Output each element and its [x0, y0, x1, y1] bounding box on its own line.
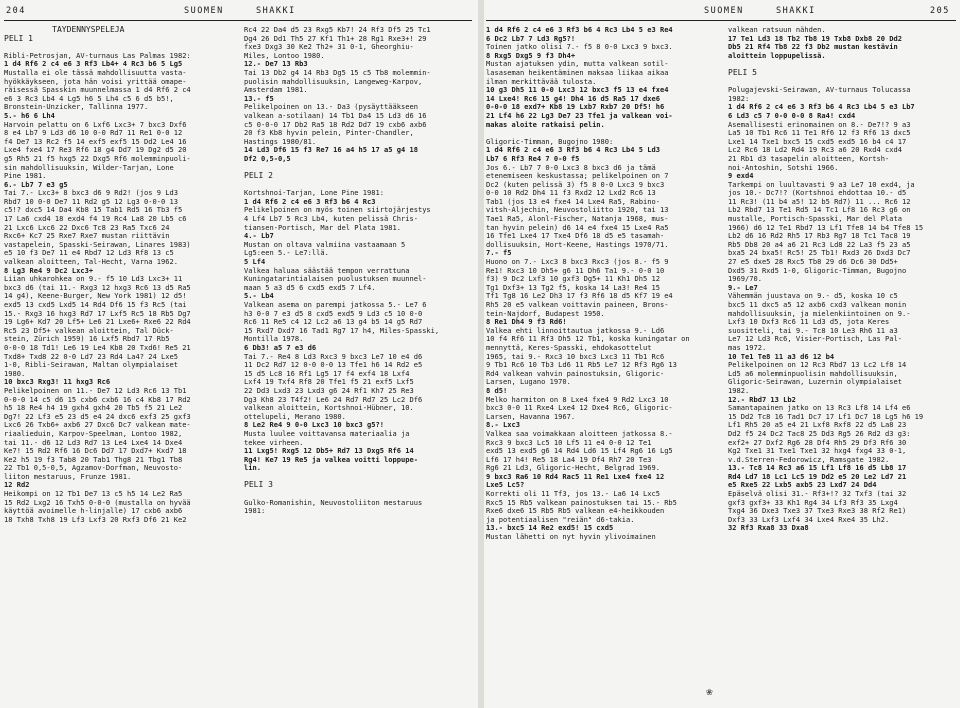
text-line: makas aloite ratkaisi pelin.: [486, 119, 605, 129]
text-line: Dg4 26 Dd1 Th5 27 Kf1 Th1+ 28 Rg1 Rxe3+! 29: [244, 33, 427, 43]
text-line: 13.- f5: [244, 93, 274, 103]
text-line: 4 Lf4 Lb7 5 Rc3 Lb4, kuten pelissä Chris-: [244, 214, 418, 224]
text-line: h3 0-0 7 e3 d5 8 cxd5 exd5 9 Ld3 c5 10 0-0: [244, 308, 423, 318]
text-line: 6 Ld3 c5 7 0-0 0-0 8 Ra4! cxd4: [728, 110, 856, 120]
text-line: ilman merkittävää tulosta.: [486, 76, 597, 86]
text-line: Rxc5 15 Rb5 valkean painostuksen tai 15.- Rb5: [486, 497, 677, 507]
text-line: Rd4 Ld7 18 Lc1 Lc5 19 Dd2 e5 20 Le2 Ld7 21: [728, 471, 907, 481]
text-line: Rxc6+ Kc7 25 Rxe7 Rxe7 mustan riittävin: [4, 231, 170, 241]
text-line: Rg6 21 Ld3, Gligoric-Hecht, Belgrad 1969.: [486, 463, 660, 473]
text-line: PELI 2: [244, 171, 273, 181]
text-line: Korrekti oli 11 Tf3, jos 13.- La6 14 Lxc5: [486, 489, 660, 499]
text-line: 11 Lxg5! Rxg5 12 Db5+ Rd7 13 Dxg5 Rf6 14: [244, 446, 414, 456]
text-line: 1966) d6 12 Te1 Rbd7 13 Lf1 Tfe8 14 b4 Tfe8 15: [728, 222, 924, 232]
text-line: Tai 13 Db2 g4 14 Rb3 Dg5 15 c5 Tb8 molemmin-: [244, 67, 431, 77]
text-line: maan 5 a3 d5 6 cxd5 exd5 7 Lf4.: [244, 282, 376, 292]
text-line: 15 Rxd7 Dxd7 16 Tad1 Rg7 17 h4, Miles-Spasski,: [244, 325, 440, 335]
text-line: 0-0-0 18 exd7+ Kb8 19 Lxb7 Rxb7 20 Df5! h6: [486, 102, 665, 112]
text-line: ja potentiaalisen "reiän" d6-takia.: [486, 514, 635, 524]
text-line: Miles, Lontoo 1980.: [244, 50, 325, 60]
text-line: 1 d4 Rf6 2 c4 e6 3 Rf3 b6 4 Rc3: [244, 196, 376, 206]
text-column-3: [486, 26, 716, 706]
text-line: 17 Te1 Ld3 18 Tb2 Tb8 19 Txb8 Dxb8 20 Dd2: [728, 33, 902, 43]
text-line: 0-0 10 Rd2 Dh4 11 f3 Rxd2 12 Lxd2 Rc6 13: [486, 188, 656, 198]
text-line: 19 Lg6+ Kd7 20 Lf5+ Le6 21 Lxe6+ Rxe6 22 Rd4: [4, 317, 191, 327]
text-column-1: [4, 26, 232, 706]
text-line: exd5 13 exd5 g6 14 Rd4 Ld6 15 Lf4 Rg6 16 Lg5: [486, 446, 673, 456]
text-line: PELI 5: [728, 67, 757, 77]
text-line: Valkean asema on parempi jatkossa 5.- Le7 6: [244, 300, 427, 309]
text-line: 15 Rd2 Lxg2 16 Txh5 0-0-0 (mustalla on hyvää: [4, 497, 191, 507]
text-line: c5 0-0-0 17 Db2 Ra5 18 Rd2 Dd7 19 cxb6 axb6: [244, 119, 427, 129]
text-line: 8 Re1 Dh4 9 f3 Rd6!: [486, 317, 567, 327]
text-line: Lxe4 fxe4 17 Re3 Rf6 18 g4 Dd7 19 Dg2 d5 20: [4, 145, 187, 155]
text-line: Gligoric-Seirawan, Luzernin olympialaiset: [728, 377, 902, 387]
text-line: Lf6 17 h4! Re5 18 La4 19 Df4 Rh7 20 Te3: [486, 454, 652, 464]
text-line: Lxf4 19 Txf4 Rf8 20 Tfe1 f5 21 exf5 Lxf5: [244, 377, 414, 387]
text-line: Asemallisesti erinomainen on 8.- De7!? 9 a3: [728, 119, 911, 129]
text-line: ottelupeli, Merano 1980.: [244, 411, 346, 421]
text-line: Tarkempi on luultavasti 9 a3 Le7 10 exd4, ja: [728, 179, 915, 189]
text-line: 1982.: [728, 385, 750, 395]
text-column-2: [244, 26, 474, 706]
text-line: Lg5:een 5.- Le7:llä.: [244, 248, 329, 258]
text-line: tai 11.- d6 12 Ld3 Rd7 13 Le4 Lxe4 14 Dxe4: [4, 437, 183, 447]
text-line: Tg1 Dxf3+ 13 Tg2 f5, koska 14 La3! Re4 15: [486, 282, 660, 292]
text-line: Dxf3 33 Lxf3 Lxf4 34 Lxe4 Rxe4 35 Lh2.: [728, 514, 890, 524]
text-line: Valkea haluaa säästää tempon verrattuna: [244, 265, 410, 275]
text-line: TÄYDENNYSPELEJÄ: [4, 26, 125, 34]
text-line: Bronstein-Unzicker, Tallinna 1977.: [4, 102, 149, 112]
text-line: 5 Lf4: [244, 257, 266, 267]
text-line: bxc3 d6 (tai 11.- Rxg3 12 hxg3 Rc6 13 d5 Ra5: [4, 282, 191, 292]
text-line: gxf3 gxf3+ 33 Kh1 Rg4 34 Lf3 Rf3 35 Lxg4: [728, 497, 898, 507]
text-line: Rxc3 9 bxc3 Lc5 10 Lf5 11 e4 0-0 12 Te1: [486, 437, 652, 447]
text-line: etenemiseen keskustassa; pelikelpoinen on 7: [486, 171, 669, 181]
text-line: 10 bxc3 Rxg3! 11 hxg3 Rc6: [4, 377, 111, 387]
text-line: 1980.: [4, 368, 26, 378]
right-page: [484, 0, 960, 708]
text-line: [244, 473, 474, 482]
text-line: 0-0-0 18 Td1! Le6 19 Le4 Kb8 20 Txd6! Re5 21: [4, 342, 191, 352]
text-line: 20 f3 Kb8 hyvin pelein, Pinter-Chandler,: [244, 128, 414, 138]
text-line: räisessä Spasskin muunnelmassa 1 d4 Rf6 2 c4: [4, 85, 191, 95]
text-line: exd5 13 cxd5 Lxd5 14 Rd4 Df6 15 f3 Rc5 (tai: [4, 300, 187, 309]
text-line: dollisuuksin, Hort-Keene, Hastings 1970/71.: [486, 239, 669, 249]
text-line: 5.- h6 6 Lh4: [4, 110, 55, 120]
text-line: 21 Rb1 d3 tasapelin aloitteen, Kortsh-: [728, 153, 890, 163]
text-line: Tae1 Ra5, Alonl-Fischer, Natanja 1968, mus-: [486, 214, 669, 224]
text-line: PELI 3: [244, 480, 273, 490]
text-line: tein-Najdorf, Budapest 1950.: [486, 308, 605, 318]
text-line: Dxd5 31 Rxd5 1-0, Gligoric-Timman, Bugojno: [728, 265, 907, 275]
text-line: f4 De7 13 Rc2 f5 14 exf5 exf5 15 Dd2 Le4 16: [4, 136, 187, 146]
text-line: bxc3 0-0 11 Rxe4 Lxe4 12 Dxe4 Rc6, Gligoric-: [486, 403, 673, 413]
text-line: Lxe1 14 Txe1 bxc5 15 cxd5 exd5 16 b4 c4 17: [728, 136, 907, 146]
text-line: 32 Rf3 Rxa8 33 Dxa8: [728, 523, 809, 533]
text-line: exf2+ 27 Dxf2 Rg6 28 Df4 Rh5 29 Df3 Rf6 30: [728, 437, 907, 447]
running-head-title-2: SHAKKI: [256, 6, 296, 16]
text-column-4: [728, 26, 958, 706]
text-line: Liian uhkarohkea on 9.- f5 10 Ld3 Lxc3+ 11: [4, 274, 183, 284]
text-line: Mustan lähetti on nyt hyvin ylivoimainen: [486, 532, 656, 542]
text-line: Pelikelpoinen on 12 Rc3 Rbd7 13 Lc2 Lf8 14: [728, 360, 907, 370]
text-line: aloittein loppupelissä.: [728, 50, 826, 60]
text-line: Lb7 6 Rf3 Re4 7 0-0 f5: [486, 153, 580, 163]
text-line: Tf1 Tg8 16 Le2 Dh3 17 f3 Rf6 18 d5 Kf7 19 e4: [486, 291, 673, 301]
text-line: 21 Lxc6 Lxc6 22 Dxc6 Tc8 23 Ra5 Txc6 24: [4, 222, 170, 232]
text-line: 21 Lf4 h6 22 Lg3 De7 23 Tfe1 ja valkean voi-: [486, 110, 673, 120]
text-line: Le7 12 Ld3 Rc6, Visier-Portisch, Las Pal-: [728, 334, 902, 344]
text-line: 4.- Lb7: [244, 231, 274, 241]
text-line: 17 La6 cxd4 18 exd4 f4 19 Rc4 La8 20 Lb5 c6: [4, 214, 187, 224]
text-line: Rc6 11 Re5 c4 12 Lc2 a6 13 g4 b5 14 g5 Rd7: [244, 317, 423, 327]
text-line: Rg4! Ke7 19 Re5 ja valkea voitti loppupe-: [244, 454, 418, 464]
text-line: 9.- Le7: [728, 282, 758, 292]
text-line: Db5 21 Rf4 Tb8 22 f3 Db2 mustan kestävin: [728, 42, 898, 52]
text-line: lasaseman heikentäminen maksaa liikaa aikaa: [486, 67, 669, 77]
text-line: Mustan ajatuksen ydin, mutta valkean sotil-: [486, 59, 669, 69]
text-line: Txd8+ Txd8 22 0-0 Ld7 23 Rd4 La4? 24 Lxe5: [4, 351, 178, 361]
text-line: 1 d4 Rf6 2 c4 e6 3 Rf3 Lb4+ 4 Rc3 b6 5 Lg5: [4, 59, 183, 69]
text-line: La5 10 Tb1 Rc6 11 Te1 Rf6 12 f3 Rf6 13 dxc5: [728, 128, 911, 138]
text-line: 9 exd4: [728, 171, 754, 181]
text-line: [728, 60, 958, 69]
text-line: tiansen-Portisch, Mar del Plata 1981.: [244, 222, 401, 232]
text-line: 1981:: [244, 506, 266, 516]
running-head-title-3: SUOMEN: [704, 6, 744, 16]
text-line: 27 e5 dxe5 28 Rxc5 Tb8 29 d6 Dc6 30 Dd5+: [728, 257, 898, 267]
text-line: vitsh-Aljechin, Neuvostoliitto 1920, tai 13: [486, 205, 669, 215]
running-head-left-page: [0, 6, 478, 20]
text-line: Larsen, Lugano 1970.: [486, 377, 571, 387]
text-line: 1-0, Ribli-Seirawan, Maltan olympialaiset: [4, 360, 178, 370]
text-line: 9 Tb1 Rc6 10 Tb3 Ld6 11 Rb5 Le7 12 Rf3 Rg6 13: [486, 360, 677, 370]
text-line: Larsen, Havanna 1967.: [486, 411, 576, 421]
text-line: Valkea saa voimakkaan aloitteen jatkossa 8.-: [486, 428, 673, 438]
text-line: puolisin mahdollisuuksin, Langeweg-Karpov,: [244, 76, 423, 86]
text-line: Dc2 (kuten pelissä 3) f5 8 0-0 Lxc3 9 bxc3: [486, 179, 665, 189]
text-line: Lb2 Rbd7 13 Te1 Rd5 14 Tc1 Lf8 16 Rc3 g6 on: [728, 205, 911, 215]
text-line: tan hyvin pelein) d6 14 e4 fxe4 15 Lxe4 Ra5: [486, 222, 669, 232]
text-line: fxe3 Dxg3 30 Ke2 Th2+ 31 0-1, Gheorghiu-: [244, 42, 414, 52]
text-line: Musta luulee voittavansa materiaalia ja: [244, 428, 410, 438]
text-line: mennyttä, Keres-Spasski, ehdokasottelut: [486, 342, 652, 352]
text-line: tekee virheen.: [244, 437, 304, 447]
text-line: Gligoric-Timman, Bugojno 1980:: [486, 136, 614, 146]
text-line: e6 3 Rc3 Lb4 4 Lg5 h6 5 Lh4 c5 6 d5 b5!,: [4, 93, 174, 103]
text-line: 18 Txh8 Txh8 19 Lf3 Lxf3 20 Rxf3 Df6 21 Ke2: [4, 514, 187, 524]
text-line: Heikompi on 12 Tb1 De7 13 c5 h5 14 Le2 Ra5: [4, 489, 183, 499]
text-line: Re1! Rxc3 10 Dh5+ g6 11 Dh6 Ta1 9.- 0-0 10: [486, 265, 665, 275]
text-line: 8 e4 Lb7 9 Ld3 d6 10 0-0 Rd7 11 Re1 0-0 12: [4, 128, 183, 138]
header-rule-right: [486, 20, 956, 21]
text-line: 6 Db3! a5 7 e3 d6: [244, 342, 317, 352]
text-line: Melko harmiton on 8 Lxe4 fxe4 9 Rd2 Lxc3 10: [486, 394, 669, 404]
text-line: 6 Dc2 Lb7 7 Ld3 Rg5?!: [486, 33, 576, 43]
text-line: 22 Dd3 Lxd3 23 Lxd3 g6 24 Rf1 Kh7 25 Re3: [244, 385, 414, 395]
text-line: Rbd7 10 0-0 De7 11 Rd2 g5 12 Lg3 0-0-0 13: [4, 196, 178, 206]
text-line: 12.- Rbd7 13 Lb2: [728, 394, 796, 404]
ornament-icon: ❀: [706, 685, 713, 698]
text-line: Rb5 Db8 20 a4 a6 21 Rc3 Ld8 22 La3 f5 23 a5: [728, 239, 911, 249]
text-line: mas 1972.: [728, 342, 767, 352]
text-line: 8 Le2 Re4 9 0-0 Lxc3 10 bxc3 g5?!: [244, 420, 385, 430]
text-line: Pelikelpoinen on myös toinen siirtojärjestys: [244, 205, 431, 215]
text-line: Pine 1981.: [4, 171, 47, 181]
text-line: Tai 7.- Lxc3+ 8 bxc3 d6 9 Rd2! (jos 9 Ld3: [4, 188, 178, 198]
text-line: Toinen jatko olisi 7.- f5 8 0-0 Lxc3 9 bxc3.: [486, 42, 673, 52]
text-line: Dd2 f5 24 Dc2 Tac8 25 Dd3 Rg5 26 Rd2 d3 g3:: [728, 428, 911, 438]
text-line: [244, 164, 474, 173]
text-line: 14 Lxe4! Rc6 15 g4! Dh4 16 d5 Ra5 17 dxe6: [486, 93, 660, 103]
text-line: Kortshnoi-Tarjan, Lone Pine 1981:: [244, 188, 385, 198]
text-line: 22 Tb1 0,5-0,5, Agzamov-Dorfman, Neuvosto-: [4, 463, 183, 473]
text-line: bxc5 11 dxc5 a5 12 axb6 cxd3 valkean monin: [728, 300, 907, 309]
text-line: Ke7! 15 Rd2 Rf6 16 Dc6 Dd7 17 Dxd7+ Kxd7 18: [4, 446, 187, 456]
text-line: 1 d4 Rf6 2 c4 e6 3 Rf3 b6 4 Rc3 Lb4 5 Ld3: [486, 145, 660, 155]
text-line: 8 Rxg5 Dxg5 9 f3 Dh4+: [486, 50, 576, 60]
text-line: Samantapainen jatko on 13 Rc3 Lf8 14 Lf4 e6: [728, 403, 911, 413]
text-line: 14 g4), Keene-Burger, New York 1981) 12 d5!: [4, 291, 187, 301]
text-line: Lc2 Rc6 18 Ld2 Rd4 19 Rc3 a6 20 Rxd4 cxd4: [728, 145, 902, 155]
text-line: g5 Rh5 21 f5 hxg5 22 Dxg5 Rf6 molemminpuoli-: [4, 153, 191, 163]
running-head-title-1: SUOMEN: [184, 6, 224, 16]
text-line: 12.- De7 13 Rb3: [244, 59, 308, 69]
header-rule-left: [4, 20, 472, 21]
text-line: valkean aloittein, Kortshnoi-Hübner, 10.: [244, 403, 414, 413]
text-line: Montilla 1978.: [244, 334, 304, 344]
running-head-title-4: SHAKKI: [776, 6, 816, 16]
running-head-right-page: [484, 6, 960, 20]
text-line: jos 10.- Dc7!? (Kortshnoi ehdottaa 10.- d5: [728, 188, 907, 198]
text-line: Txg4 36 Dxe3 Txe3 37 Txe3 Rxe3 38 Rf2 Re1): [728, 506, 907, 516]
text-line: stein, Zürich 1959) 16 Lxf5 Rbd7 17 Rb5: [4, 334, 170, 344]
text-line: 0-0-0 14 c5 d6 15 cxb6 cxb6 16 c4 Kb8 17 Rd2: [4, 394, 191, 404]
text-line: sin mahdollisuuksin, Wilder-Tarjan, Lone: [4, 162, 174, 172]
text-line: vastapelein, Spasski-Seirawan, Linares 1983): [4, 239, 191, 249]
text-line: 12 Rd2: [4, 480, 30, 490]
text-line: 8 Lg3 Re4 9 Dc2 Lxc3+: [4, 265, 94, 275]
text-line: 14 Ld3 Df6 15 f3 Re7 16 a4 h5 17 a5 g4 18: [244, 145, 418, 155]
text-line: Mustan on oltava valmiina vastaamaan 5: [244, 239, 406, 249]
text-line: Pelikelpoinen on 13.- Da3 (pysäyttääkseen: [244, 102, 418, 112]
text-line: Lb2 d6 16 Rd2 Rh5 17 Rb3 Rg7 18 Tc1 Tac8 19: [728, 231, 911, 241]
text-line: 1969/70.: [728, 274, 762, 284]
text-line: 8.- Lxc3: [486, 420, 520, 430]
page-number-left: 204: [6, 6, 26, 16]
text-line: 8 d5!: [486, 385, 508, 395]
text-line: valkean a-sotilaan) 14 Tb1 Da4 15 Ld3 d6 16: [244, 110, 427, 120]
text-line: Rc4 22 Da4 d5 23 Rxg5 Kb7! 24 Rf3 Df5 25 Tc1: [244, 26, 431, 34]
text-line: e5 10 f3 De7 11 e4 Rbd7 12 Ld3 Rf8 13 c5: [4, 248, 174, 258]
text-line: 1 d4 Rf6 2 c4 e6 3 Rf3 b6 4 Rc3 Lb4 5 e3 Re4: [486, 26, 673, 34]
text-line: 15 d5 Lc8 16 Rf1 Lg5 17 f4 exf4 18 Lxf4: [244, 368, 410, 378]
text-line: 10 f4 Rf6 11 Rf3 Dh5 12 Tb1, koska kuningatar on: [486, 334, 690, 344]
text-line: Gulko-Romanishin, Neuvostoliiton mestaruus: [244, 497, 423, 507]
text-line: Ribli-Petrosjan, AV-turnaus Las Palmas 1982:: [4, 50, 191, 60]
text-line: Amsterdam 1981.: [244, 85, 308, 95]
text-line: f3) 9 Dc2 Lxf3 10 gxf3 Dg5+ 11 Kh1 Dh5 12: [486, 274, 660, 284]
text-line: 1965, tai 9.- Rxc3 10 bxc3 Lxc3 11 Tb1 Rc6: [486, 351, 665, 361]
text-line: mahdollisuuksin, ja mielenkiintoinen on 9.-: [728, 308, 911, 318]
text-line: Polugajevski-Seirawan, AV-turnaus Tolucassa: [728, 85, 911, 95]
text-line: 11 Dc2 Rd7 12 0-0 0-0 13 Tfe1 h6 14 Rd2 e5: [244, 360, 423, 370]
text-line: bxa5 24 bxa5! Rc5! 25 Tb1! Rxd3 26 Dxd3 Dc7: [728, 248, 911, 258]
text-line: Harvoin pelattu on 6 Lxf6 Lxc3+ 7 bxc3 Dxf6: [4, 119, 187, 129]
text-line: mustalle, Portisch-Spasski, Mar del Plata: [728, 214, 902, 224]
text-line: 16 Tfe1 Lxe4 17 Txe4 Df6 18 d5 e5 tasamah-: [486, 231, 665, 241]
text-line: Vähemmän juustava on 9.- d5, koska 10 c5: [728, 291, 898, 301]
text-line: Tab1 (jos 13 e4 fxe4 14 Lxe4 Ra5, Rabino-: [486, 196, 660, 206]
text-line: Rc5 23 Df5+ valkean aloittein, Tal Dück-: [4, 325, 174, 335]
text-line: 9 bxc3 Ra6 10 Rd4 Rac5 11 Re1 Lxe4 fxe4 12: [486, 471, 665, 481]
text-line: Tai 7.- Re4 8 Ld3 Rxc3 9 bxc3 Le7 10 e4 d6: [244, 351, 423, 361]
text-line: liiton mestaruus, Frunze 1981.: [4, 471, 132, 481]
text-line: 15 Dd2 Tc8 16 Tad1 Dc7 17 Lf1 Dc7 18 Lg5 h6 19: [728, 411, 924, 421]
text-line: Df2 0,5-0,5: [244, 153, 291, 163]
text-line: Valkea ehti linnoittautua jatkossa 9.- Ld6: [486, 325, 665, 335]
text-line: Rh5 20 e5 valkean voittavin paineen, Brons-: [486, 300, 669, 309]
text-line: suositteli, tai 9.- Tc8 10 Le3 Rh6 11 a3: [728, 325, 898, 335]
text-line: e5 Rxe5 22 Lxb5 axb5 23 Lxd7 24 Dd4: [728, 480, 877, 490]
text-line: Dg7! 22 Lf3 e5 23 d5 e4 24 dxc6 exf3 25 gxf3: [4, 411, 191, 421]
text-line: lin.: [244, 463, 261, 473]
text-line: v.d.Sterren-Fedorowicz, Ramsgate 1982.: [728, 454, 890, 464]
text-line: Epäselvä olisi 31.- Rf3+!? 32 Txf3 (tai 32: [728, 489, 907, 499]
page-number-right: 205: [930, 6, 950, 16]
text-line: 10 g3 Dh5 11 0-0 Lxc3 12 bxc3 f5 13 e4 fxe4: [486, 85, 669, 95]
text-line: Rxe6 dxe6 15 Rb5 Rb5 valkean e4-heikkouden: [486, 506, 665, 516]
text-line: 7.- f5: [486, 248, 512, 258]
text-line: Ke2 h5 19 f3 Tab8 20 Tab1 Thg8 21 Tbg1 Tb8: [4, 454, 183, 464]
text-line: Kuningatarintialaisen puolustuksen muunnel-: [244, 274, 427, 284]
text-line: h5 18 Re4 h4 19 gxh4 gxh4 20 Tb5 f5 21 Le2: [4, 403, 183, 413]
text-line: 5.- Lb4: [244, 291, 274, 301]
text-line: Huono on 7.- Lxc3 8 bxc3 Rxc3 (jos 8.- f5 9: [486, 257, 669, 267]
text-line: valkean aloitteen, Tal-Hecht, Varna 1962.: [4, 257, 178, 267]
text-line: Dg3 Kh8 23 T4f2! Le6 24 Rd7 Rd7 25 Lc2 Df6: [244, 394, 423, 404]
text-line: Rd4 valkean vahvin painostuksin, Gligoric-: [486, 368, 665, 378]
text-line: riaalieduin, Karpov-Speelman, Lontoo 1982,: [4, 428, 183, 438]
text-line: Ld5 a6 molemminpuolisin mahdollisuuksin,: [728, 368, 898, 378]
text-line: Lxf3 10 Dxf3 Rc6 11 Ld3 d5, jota Keres: [728, 317, 890, 327]
text-line: Kg2 Txe1 31 Txe1 Txe1 32 hxg4 fxg4 33 0-1,: [728, 446, 907, 456]
text-line: noi-Antoshin, Sotshi 1966.: [728, 162, 839, 172]
text-line: 1 d4 Rf6 2 c4 e6 3 Rf3 b6 4 Rc3 Lb4 5 e3 Lb7: [728, 102, 915, 112]
text-line: 13.- bxc5 14 Re2 exd5! 15 cxd5: [486, 523, 614, 533]
text-line: c5!? dxc5 14 Da4 Kb8 15 Tab1 Rd5 16 Tb3 f5: [4, 205, 183, 215]
text-line: 10 Te1 Te8 11 a3 d6 12 b4: [728, 351, 835, 361]
text-line: Lxe5 Lc5?: [486, 480, 525, 490]
text-line: 13.- Tc8 14 Rc3 a6 15 Lf1 Lf8 16 d5 Lb8 17: [728, 463, 907, 473]
text-line: 11 Rc3! (11 b4 a5! 12 b5 Rd7) 11 ... Rc6 12: [728, 196, 911, 206]
text-line: Jos 6.- Lb7 7 0-0 Lxc3 8 bxc3 d6 ja tämä: [486, 162, 656, 172]
text-line: 15.- Rxg3 16 hxg3 Rd7 17 Lxf5 Rc5 18 Rb5 Dg7: [4, 308, 191, 318]
text-line: PELI 1: [4, 33, 33, 43]
text-line: valkean ratsuun nähden.: [728, 26, 826, 34]
text-line: Hastings 1980/81.: [244, 136, 317, 146]
text-line: käyttöä avoimelle h-linjalle) 17 cxb6 axb6: [4, 506, 183, 516]
left-page: [0, 0, 478, 708]
text-line: Lxc6 26 Txb6+ axb6 27 Dxc6 Dc7 valkean mate-: [4, 420, 191, 430]
text-line: 1982:: [728, 93, 750, 103]
text-line: Pelikelpoinen on 11.- De7 12 Ld3 Rc6 13 Tb1: [4, 385, 187, 395]
text-line: Lf1 Rh5 20 a5 e4 21 Lxf8 Rxf8 22 d5 La8 23: [728, 420, 907, 430]
text-line: hyökkäykseen, jota hän voisi yrittää omape-: [4, 76, 187, 86]
text-line: 6.- Lb7 7 e3 g5: [4, 179, 68, 189]
text-line: Mustalla ei ole tässä mahdollisuutta vasta-: [4, 67, 187, 77]
